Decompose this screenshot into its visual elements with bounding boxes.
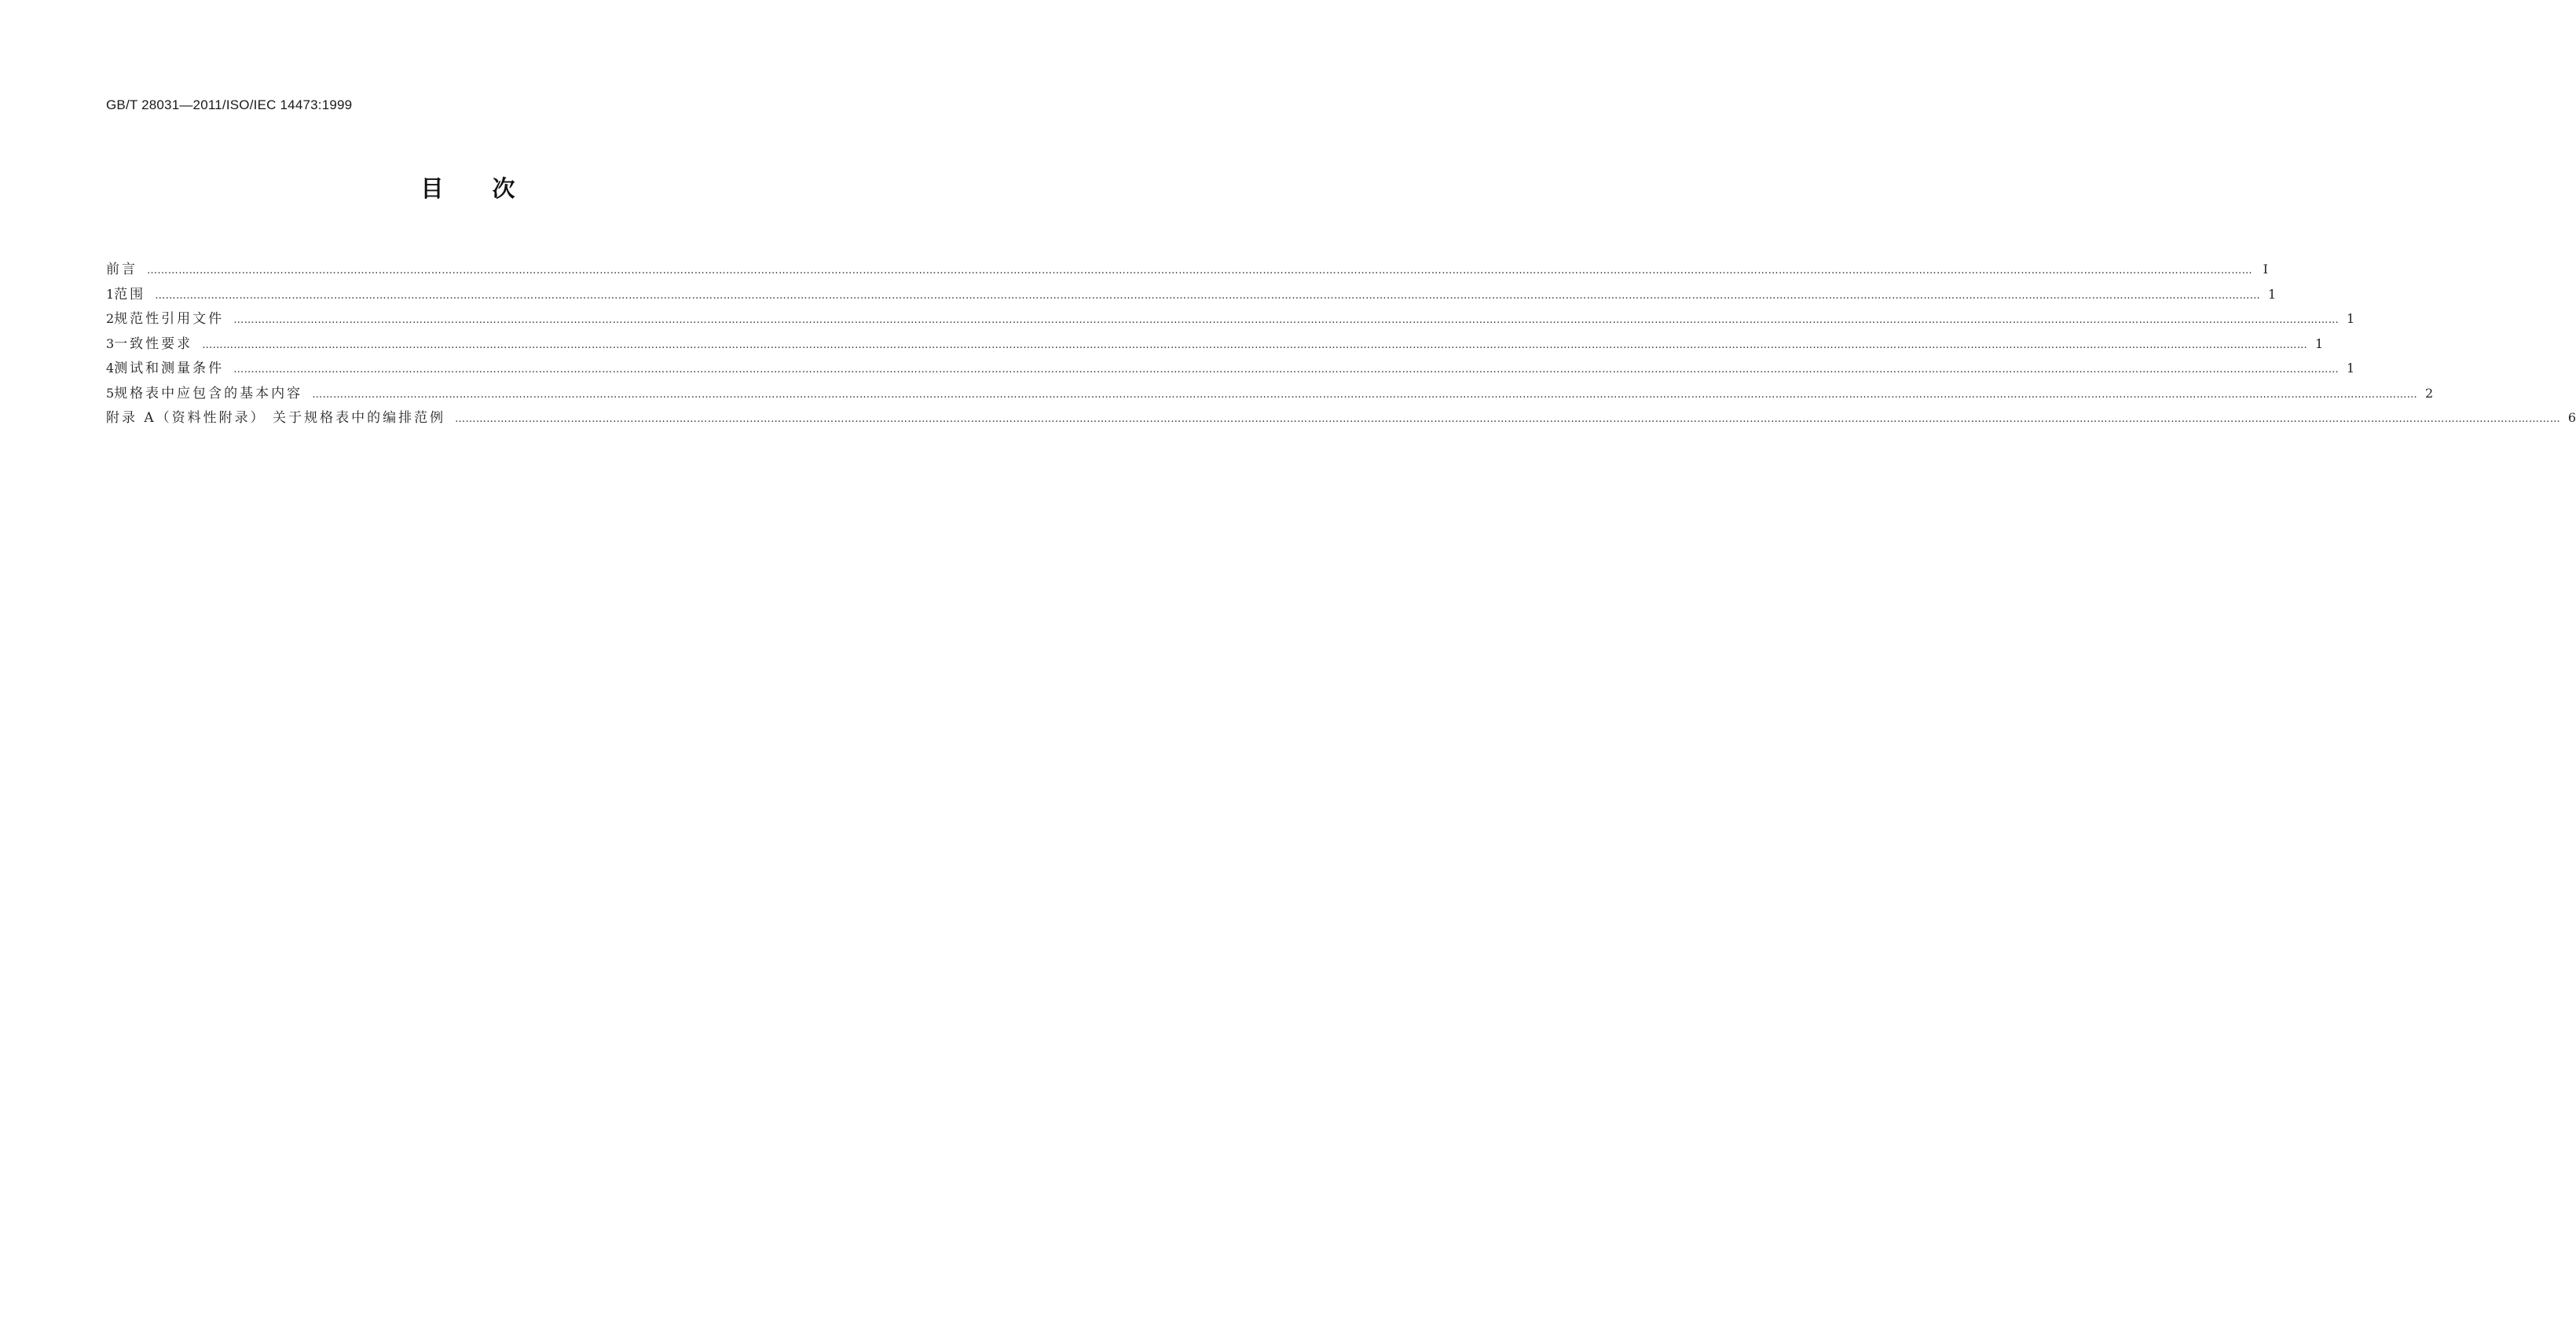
toc-entry-label: 前言: [106, 262, 137, 277]
toc-entry-label: 规范性引用文件: [114, 311, 225, 327]
toc-entry-label: 规格表中应包含的基本内容: [114, 385, 303, 401]
toc-entry-scope[interactable]: [106, 283, 2277, 308]
toc-entry-page: 6: [2567, 410, 2576, 425]
toc-dot-leader: ……………………………………………………………………………………………………………………………………………………………………………………………………………………………………………………………………………………………………………………………………………………………………………………………………………………………………………………………………………………………………………………………………………………: [312, 388, 2418, 401]
toc-dot-leader: ……………………………………………………………………………………………………………………………………………………………………………………………………………………………………………………………………………………………………………………………………………………………………………………………………………………………………………………………………………………………………………………………………………………: [455, 413, 2561, 425]
toc-entry-page: 2: [2425, 385, 2434, 401]
toc-entry-normative-references[interactable]: [106, 307, 2355, 332]
toc-entry-label: 测试和测量条件: [114, 361, 225, 376]
toc-entry-annex-a[interactable]: [106, 406, 2576, 431]
toc-entry-conformance[interactable]: [106, 332, 2324, 357]
toc-dot-leader: ……………………………………………………………………………………………………………………………………………………………………………………………………………………………………………………………………………………………………………………………………………………………………………………………………………………………………………………………………………………………………………………………………………………: [202, 339, 2308, 351]
toc-entry-foreword[interactable]: [106, 258, 2268, 283]
toc-dot-leader: ……………………………………………………………………………………………………………………………………………………………………………………………………………………………………………………………………………………………………………………………………………………………………………………………………………………………………………………………………………………………………………………………………………………: [155, 289, 2261, 302]
toc-dot-leader: ……………………………………………………………………………………………………………………………………………………………………………………………………………………………………………………………………………………………………………………………………………………………………………………………………………………………………………………………………………………………………………………………………………………: [147, 265, 2252, 277]
toc-dot-leader: ……………………………………………………………………………………………………………………………………………………………………………………………………………………………………………………………………………………………………………………………………………………………………………………………………………………………………………………………………………………………………………………………………………………: [233, 364, 2340, 376]
toc-entry-page: 1: [2347, 361, 2355, 376]
toc-entry-number: 2: [106, 311, 115, 326]
toc-entry-page: 1: [2268, 286, 2277, 302]
toc-dot-leader: ……………………………………………………………………………………………………………………………………………………………………………………………………………………………………………………………………………………………………………………………………………………………………………………………………………………………………………………………………………………………………………………………………………………: [233, 314, 2340, 326]
toc-entry-page: 1: [2347, 311, 2355, 326]
toc-entry-spec-sheet-content[interactable]: [106, 382, 2434, 407]
toc-entry-label: 范围: [114, 286, 146, 302]
toc-entry-test-conditions[interactable]: [106, 357, 2355, 382]
toc-entry-number: 1: [106, 286, 115, 302]
toc-entry-page: Ⅰ: [2263, 262, 2268, 277]
toc-entry-number: 4: [106, 361, 115, 376]
toc-entry-label: 附录 A（资料性附录） 关于规格表中的编排范例: [106, 410, 446, 426]
document-code: GB/T 28031—2011/ISO/IEC 14473:1999: [106, 97, 353, 112]
table-of-contents: [106, 258, 2576, 431]
toc-entry-number: 5: [106, 385, 115, 401]
page-title: 目次: [420, 175, 564, 202]
toc-entry-number: 3: [106, 335, 115, 351]
toc-entry-label: 一致性要求: [114, 335, 193, 352]
toc-entry-page: 1: [2315, 335, 2324, 351]
